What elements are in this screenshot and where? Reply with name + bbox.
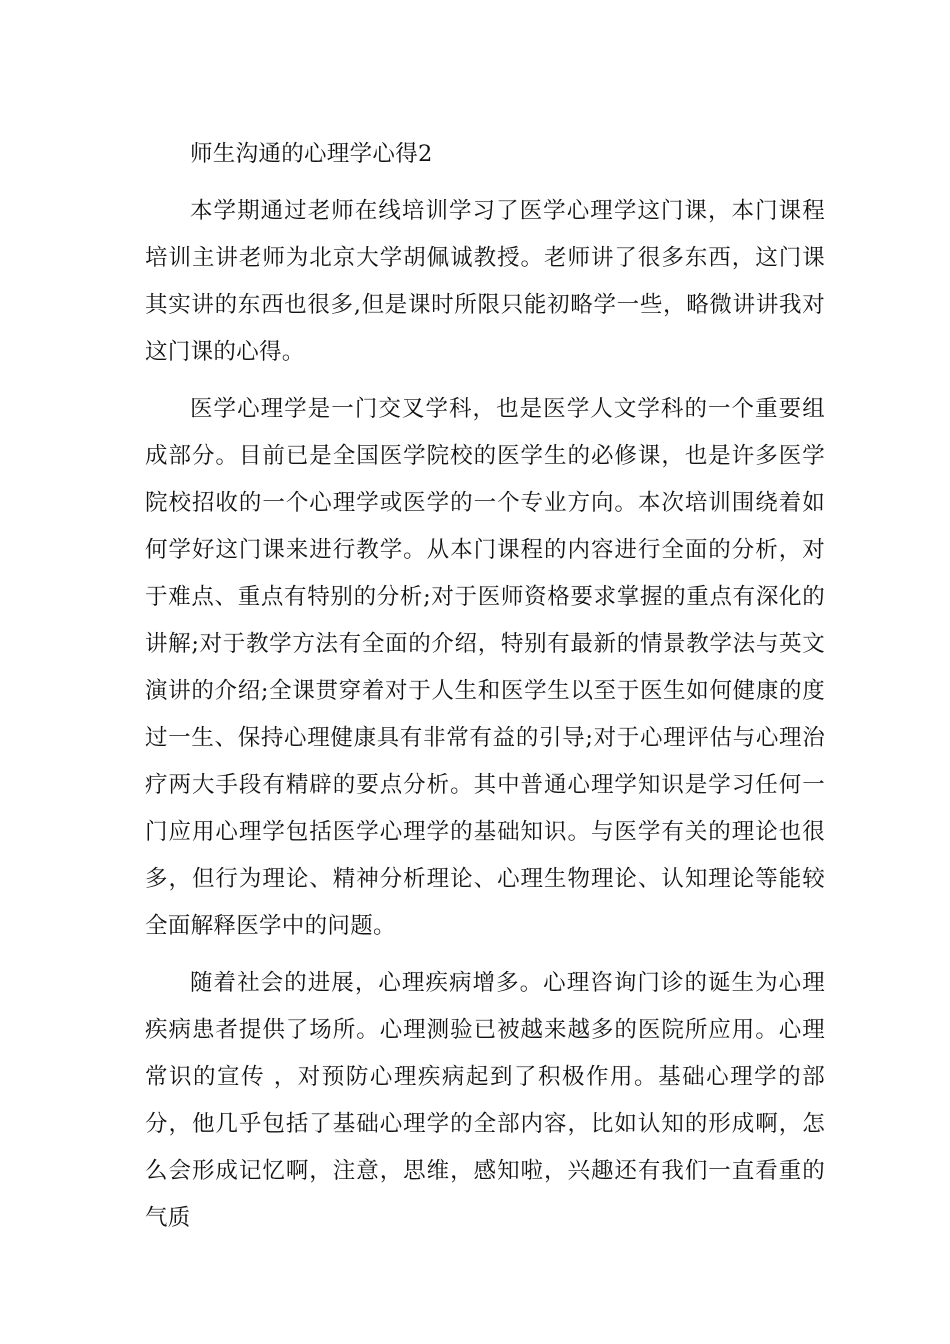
document-title: 师生沟通的心理学心得2 [190, 141, 433, 167]
document-body [145, 131, 825, 1252]
paragraph-1: 本学期通过老师在线培训学习了医学心理学这门课，本门课程培训主讲老师为北京大学胡佩诚教授。老师讲了很多东西，这门课其实讲的东西也很多,但是课时所限只能初略学一些，略微讲讲我对这门课的心得。 [145, 198, 825, 365]
paragraph-2: 医学心理学是一门交叉学科，也是医学人文学科的一个重要组成部分。目前已是全国医学院校的医学生的必修课，也是许多医学院校招收的一个心理学或医学的一个专业方向。本次培训围绕着如何学好这门课来进行教学。从本门课程的内容进行全面的分析，对于难点、重点有特别的分析;对于医师资格要求掌握的重点有深化的讲解;对于教学方法有全面的介绍，特别有最新的情景教学法与英文演讲的介绍;全课贯穿着对于人生和医学生以至于医生如何健康的度过一生、保持心理健康具有非常有益的引导;对于心理评估与心理治疗两大手段有精辟的要点分析。其中普通心理学知识是学习任何一门应用心理学包括医学心理学的基础知识。与医学有关的理论也很多，但行为理论、精神分析理论、心理生物理论、认知理论等能较全面解释医学中的问题。 [145, 396, 825, 939]
paragraph-3: 随着社会的进展，心理疾病增多。心理咨询门诊的诞生为心理疾病患者提供了场所。心理测验已被越来越多的医院所应用。心理常识的宣传 ，对预防心理疾病起到了积极作用。基础心理学的部分，他几乎包括了基础心理学的全部内容，比如认知的形成啊，怎么会形成记忆啊，注意，思维，感知啦，兴趣还有我们一直看重的气质 [145, 970, 825, 1231]
